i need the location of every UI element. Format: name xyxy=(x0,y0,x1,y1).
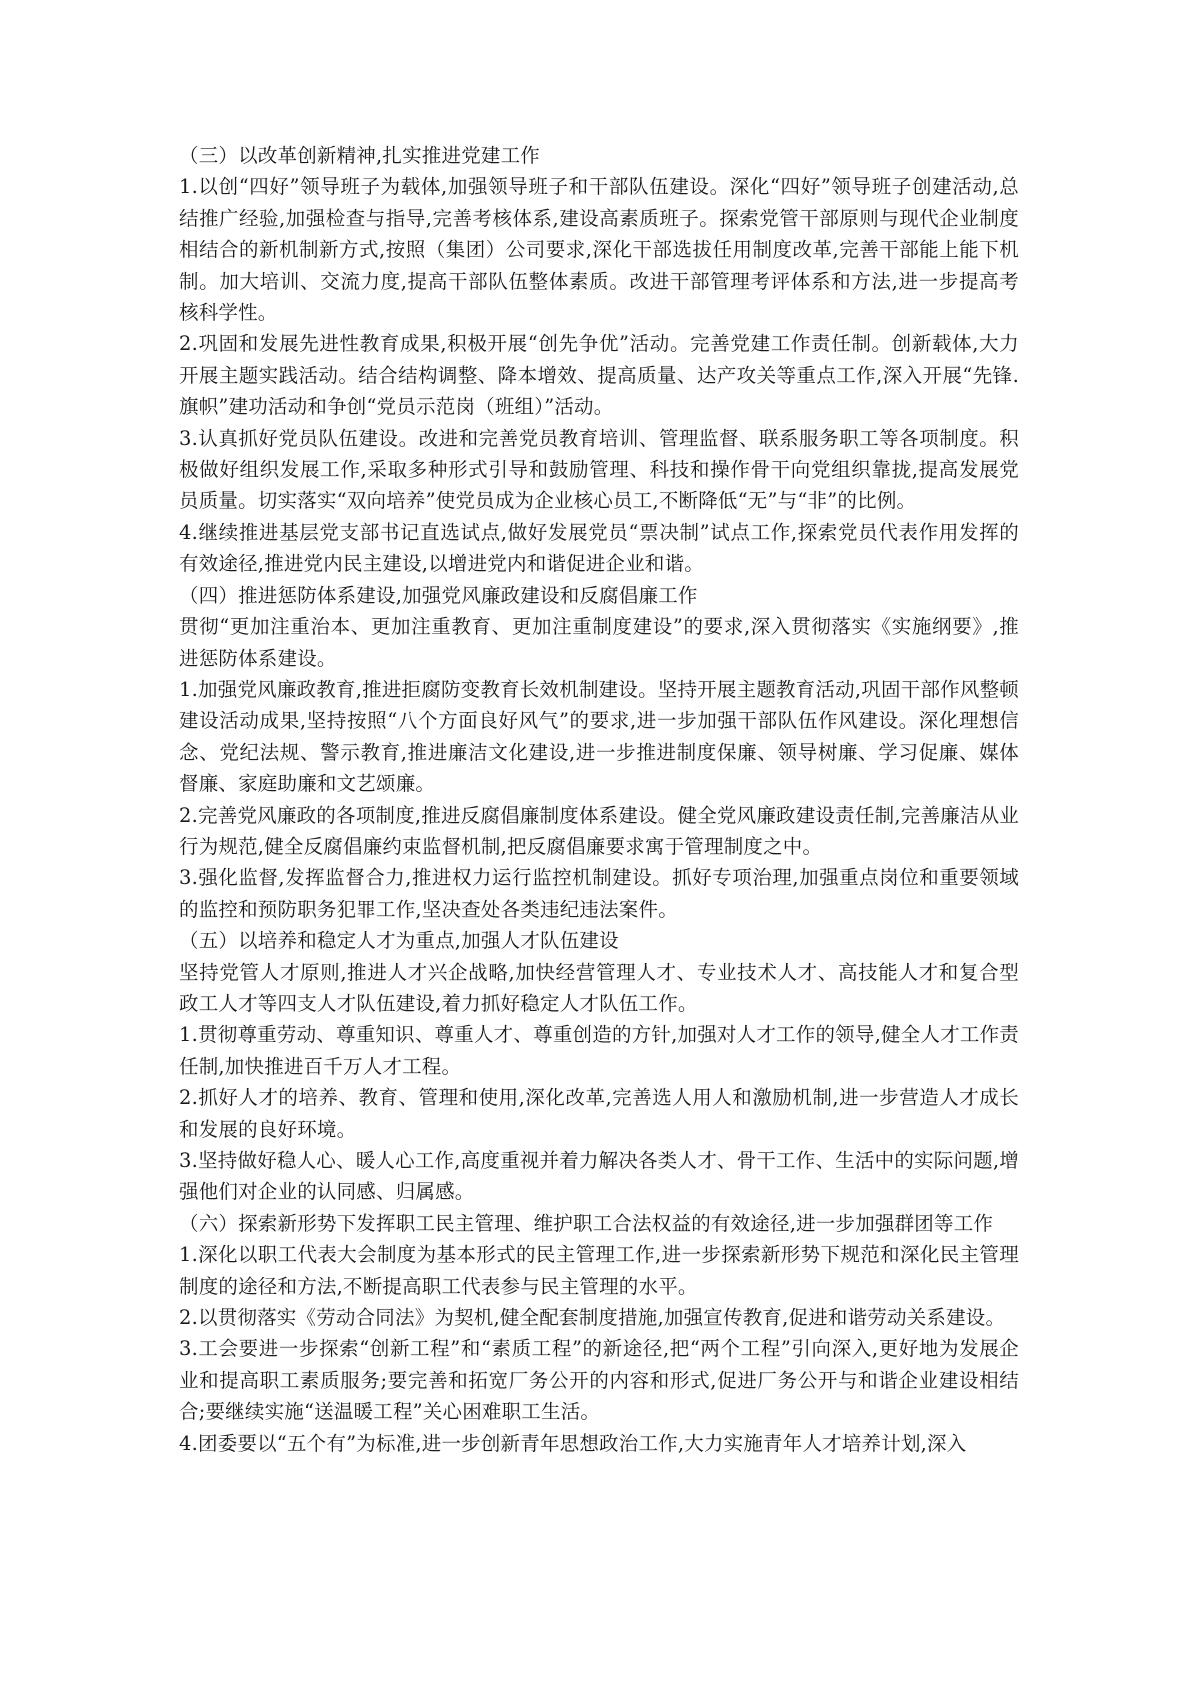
paragraph: 贯彻“更加注重治本、更加注重教育、更加注重制度建设”的要求,深入贯彻落实《实施纲要》,推进惩防体系建设。 xyxy=(179,615,1019,670)
document-page xyxy=(179,140,1019,1459)
paragraph: 1.以创“四好”领导班子为载体,加强领导班子和干部队伍建设。深化“四好”领导班子创建活动,总结推广经验,加强检查与指导,完善考核体系,建设高素质班子。探索党管干部原则与现代企业制度相结合的新机制新方式,按照（集团）公司要求,深化干部选拔任用制度改革,完善干部能上能下机制。加大培训、交流力度,提高干部队伍整体素质。改进干部管理考评体系和方法,进一步提高考核科学性。 xyxy=(179,175,1019,325)
paragraph: 2.抓好人才的培养、教育、管理和使用,深化改革,完善选人用人和激励机制,进一步营造人才成长和发展的良好环境。 xyxy=(179,1086,1019,1141)
paragraph: 4.团委要以“五个有”为标准,进一步创新青年思想政治工作,大力实施青年人才培养计划,深入 xyxy=(179,1431,967,1455)
section-heading-6: （六）探索新形势下发挥职工民主管理、维护职工合法权益的有效途径,进一步加强群团等工作 xyxy=(179,1211,994,1235)
section-heading-3: （三）以改革创新精神,扎实推进党建工作 xyxy=(179,144,540,167)
paragraph: 2.完善党风廉政的各项制度,推进反腐倡廉制度体系建设。健全党风廉政建设责任制,完善廉洁从业行为规范,健全反腐倡廉约束监督机制,把反腐倡廉要求寓于管理制度之中。 xyxy=(179,803,1019,858)
paragraph: 1.加强党风廉政教育,推进拒腐防变教育长效机制建设。坚持开展主题教育活动,巩固干部作风整顿建设活动成果,坚持按照“八个方面良好风气”的要求,进一步加强干部队伍作风建设。深化理想信念、党纪法规、警示教育,推进廉洁文化建设,进一步推进制度保廉、领导树廉、学习促廉、媒体督廉、家庭助廉和文艺颂廉。 xyxy=(179,677,1019,796)
section-heading-5: （五）以培养和稳定人才为重点,加强人才队伍建设 xyxy=(179,929,619,953)
paragraph: 2.巩固和发展先进性教育成果,积极开展“创先争优”活动。完善党建工作责任制。创新载体,大力开展主题实践活动。结合结构调整、降本增效、提高质量、达产攻关等重点工作,深入开展“先锋.旗帜”建功活动和争创“党员示范岗（班组）”活动。 xyxy=(179,332,1019,419)
paragraph: 3.强化监督,发挥监督合力,推进权力运行监控机制建设。抓好专项治理,加强重点岗位和重要领域的监控和预防职务犯罪工作,坚决查处各类违纪违法案件。 xyxy=(179,866,1019,921)
paragraph: 2.以贯彻落实《劳动合同法》为契机,健全配套制度措施,加强宣传教育,促进和谐劳动关系建设。 xyxy=(179,1306,1006,1330)
paragraph: 3.坚持做好稳人心、暖人心工作,高度重视并着力解决各类人才、骨干工作、生活中的实际问题,增强他们对企业的认同感、归属感。 xyxy=(179,1149,1019,1204)
paragraph: 坚持党管人才原则,推进人才兴企战略,加快经营管理人才、专业技术人才、高技能人才和复合型政工人才等四支人才队伍建设,着力抓好稳定人才队伍工作。 xyxy=(179,960,1019,1015)
paragraph: 3.认真抓好党员队伍建设。改进和完善党员教育培训、管理监督、联系服务职工等各项制度。积极做好组织发展工作,采取多种形式引导和鼓励管理、科技和操作骨干向党组织靠拢,提高发展党员质量。切实落实“双向培养”使党员成为企业核心员工,不断降低“无”与“非”的比例。 xyxy=(179,426,1019,513)
paragraph: 1.贯彻尊重劳动、尊重知识、尊重人才、尊重创造的方针,加强对人才工作的领导,健全人才工作责任制,加快推进百千万人才工程。 xyxy=(179,1023,1019,1078)
section-heading-4: （四）推进惩防体系建设,加强党风廉政建设和反腐倡廉工作 xyxy=(179,583,698,607)
paragraph: 1.深化以职工代表大会制度为基本形式的民主管理工作,进一步探索新形势下规范和深化民主管理制度的途径和方法,不断提高职工代表参与民主管理的水平。 xyxy=(179,1243,1019,1298)
paragraph: 3.工会要进一步探索“创新工程”和“素质工程”的新途径,把“两个工程”引向深入,更好地为发展企业和提高职工素质服务;要完善和拓宽厂务公开的内容和形式,促进厂务公开与和谐企业建设相结合;要继续实施“送温暖工程”关心困难职工生活。 xyxy=(179,1337,1019,1424)
paragraph: 4.继续推进基层党支部书记直选试点,做好发展党员“票决制”试点工作,探索党员代表作用发挥的有效途径,推进党内民主建设,以增进党内和谐促进企业和谐。 xyxy=(179,520,1019,576)
